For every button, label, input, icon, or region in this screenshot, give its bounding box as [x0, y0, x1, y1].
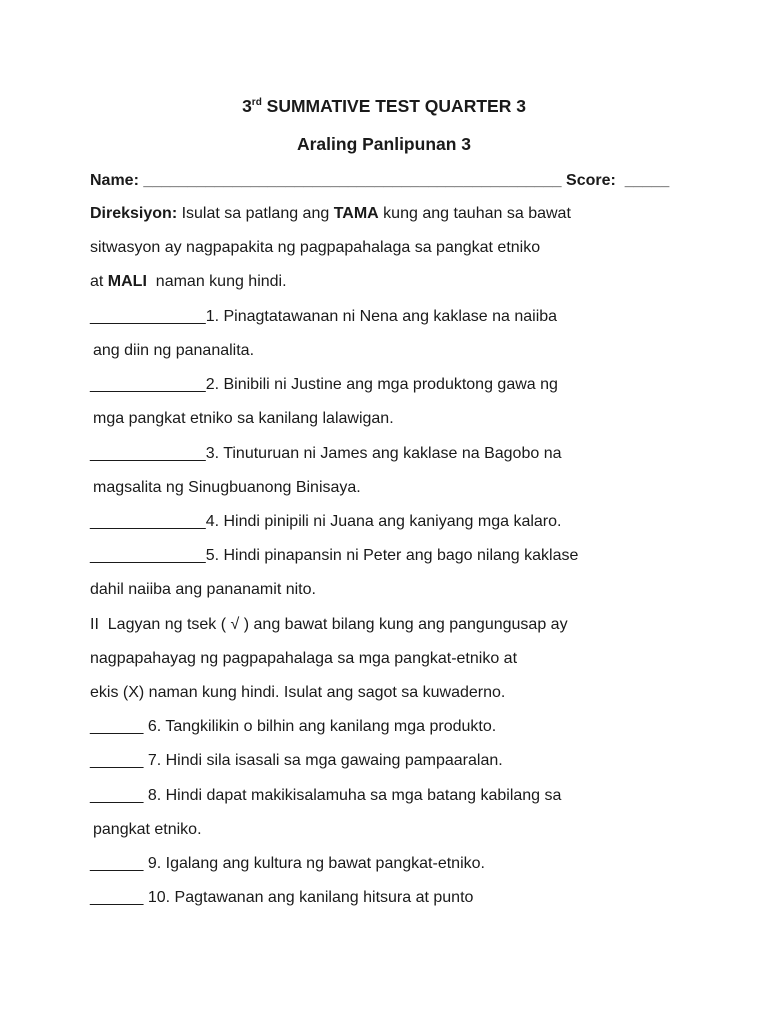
- directions-text-b: kung ang tauhan sa bawat: [378, 205, 571, 222]
- directions-label: Direksiyon:: [90, 205, 178, 222]
- title-superscript: rd: [251, 97, 262, 108]
- question-item-10: [90, 888, 473, 908]
- answer-blank: _____________: [90, 376, 206, 393]
- score-blank: _____: [615, 172, 670, 189]
- answer-blank: ______: [90, 855, 144, 872]
- directions-line-3: [90, 272, 287, 292]
- answer-blank: ______: [90, 889, 144, 906]
- question-item-1: [90, 307, 557, 327]
- name-blank: _______________________________________________: [138, 172, 562, 189]
- title-number: 3: [242, 96, 252, 116]
- answer-blank: _____________: [90, 445, 206, 462]
- question-item-3: [90, 444, 561, 464]
- question-item-5-continued: dahil naiiba ang pananamit nito.: [90, 581, 316, 598]
- question-text: 10. Pagtawanan ang kanilang hitsura at punto: [143, 889, 474, 906]
- score-label: Score:: [561, 172, 616, 189]
- question-item-3-continued: magsalita ng Sinugbuanong Binisaya.: [93, 479, 361, 496]
- answer-blank: _____________: [90, 308, 206, 325]
- part2-instructions-line-3: ekis (X) naman kung hindi. Isulat ang sagot sa kuwaderno.: [90, 684, 506, 701]
- question-item-8: [90, 786, 561, 806]
- question-item-1-continued: ang diin ng pananalita.: [93, 342, 255, 359]
- question-text: 9. Igalang ang kultura ng bawat pangkat-etniko.: [143, 855, 485, 872]
- name-score-line: [90, 171, 669, 191]
- directions-text-d: naman kung hindi.: [146, 273, 287, 290]
- question-item-4: [90, 512, 561, 532]
- part2-instructions-line-2: nagpapahayag ng pagpapahalaga sa mga pangkat-etniko at: [90, 650, 518, 667]
- question-item-2-continued: mga pangkat etniko sa kanilang lalawigan.: [93, 410, 394, 427]
- name-label: Name:: [90, 172, 139, 189]
- answer-blank: ______: [90, 718, 144, 735]
- tama-keyword: TAMA: [333, 205, 379, 222]
- answer-blank: ______: [90, 787, 144, 804]
- question-item-6: [90, 717, 496, 737]
- directions-text-c: at: [90, 273, 108, 290]
- title-text: SUMMATIVE TEST QUARTER 3: [261, 96, 526, 116]
- question-item-2: [90, 375, 558, 395]
- question-text: 4. Hindi pinipili ni Juana ang kaniyang mga kalaro.: [205, 513, 562, 530]
- directions-line-1: [90, 204, 571, 224]
- subject-title: Araling Panlipunan 3: [296, 134, 472, 154]
- question-text: 1. Pinagtatawanan ni Nena ang kaklase na naiiba: [205, 308, 558, 325]
- question-item-7: [90, 751, 503, 771]
- question-text: 2. Binibili ni Justine ang mga produktong gawa ng: [205, 376, 558, 393]
- answer-blank: _____________: [90, 547, 206, 564]
- directions-line-2: sitwasyon ay nagpapakita ng pagpapahalaga sa pangkat etniko: [90, 239, 541, 256]
- question-text: 3. Tinuturuan ni James ang kaklase na Bagobo na: [205, 445, 562, 462]
- page-title: [0, 96, 768, 116]
- question-text: 8. Hindi dapat makikisalamuha sa mga batang kabilang sa: [143, 787, 562, 804]
- answer-blank: ______: [90, 752, 144, 769]
- question-item-9: [90, 854, 485, 874]
- question-text: 6. Tangkilikin o bilhin ang kanilang mga produkto.: [143, 718, 497, 735]
- part2-instructions-line-1: II Lagyan ng tsek ( √ ) ang bawat bilang kung ang pangungusap ay: [90, 616, 568, 633]
- question-text: 5. Hindi pinapansin ni Peter ang bago nilang kaklase: [205, 547, 579, 564]
- question-item-8-continued: pangkat etniko.: [93, 821, 202, 838]
- question-item-5: [90, 546, 578, 566]
- mali-keyword: MALI: [107, 273, 147, 290]
- answer-blank: _____________: [90, 513, 206, 530]
- directions-text-a: Isulat sa patlang ang: [177, 205, 334, 222]
- question-text: 7. Hindi sila isasali sa mga gawaing pampaaralan.: [143, 752, 503, 769]
